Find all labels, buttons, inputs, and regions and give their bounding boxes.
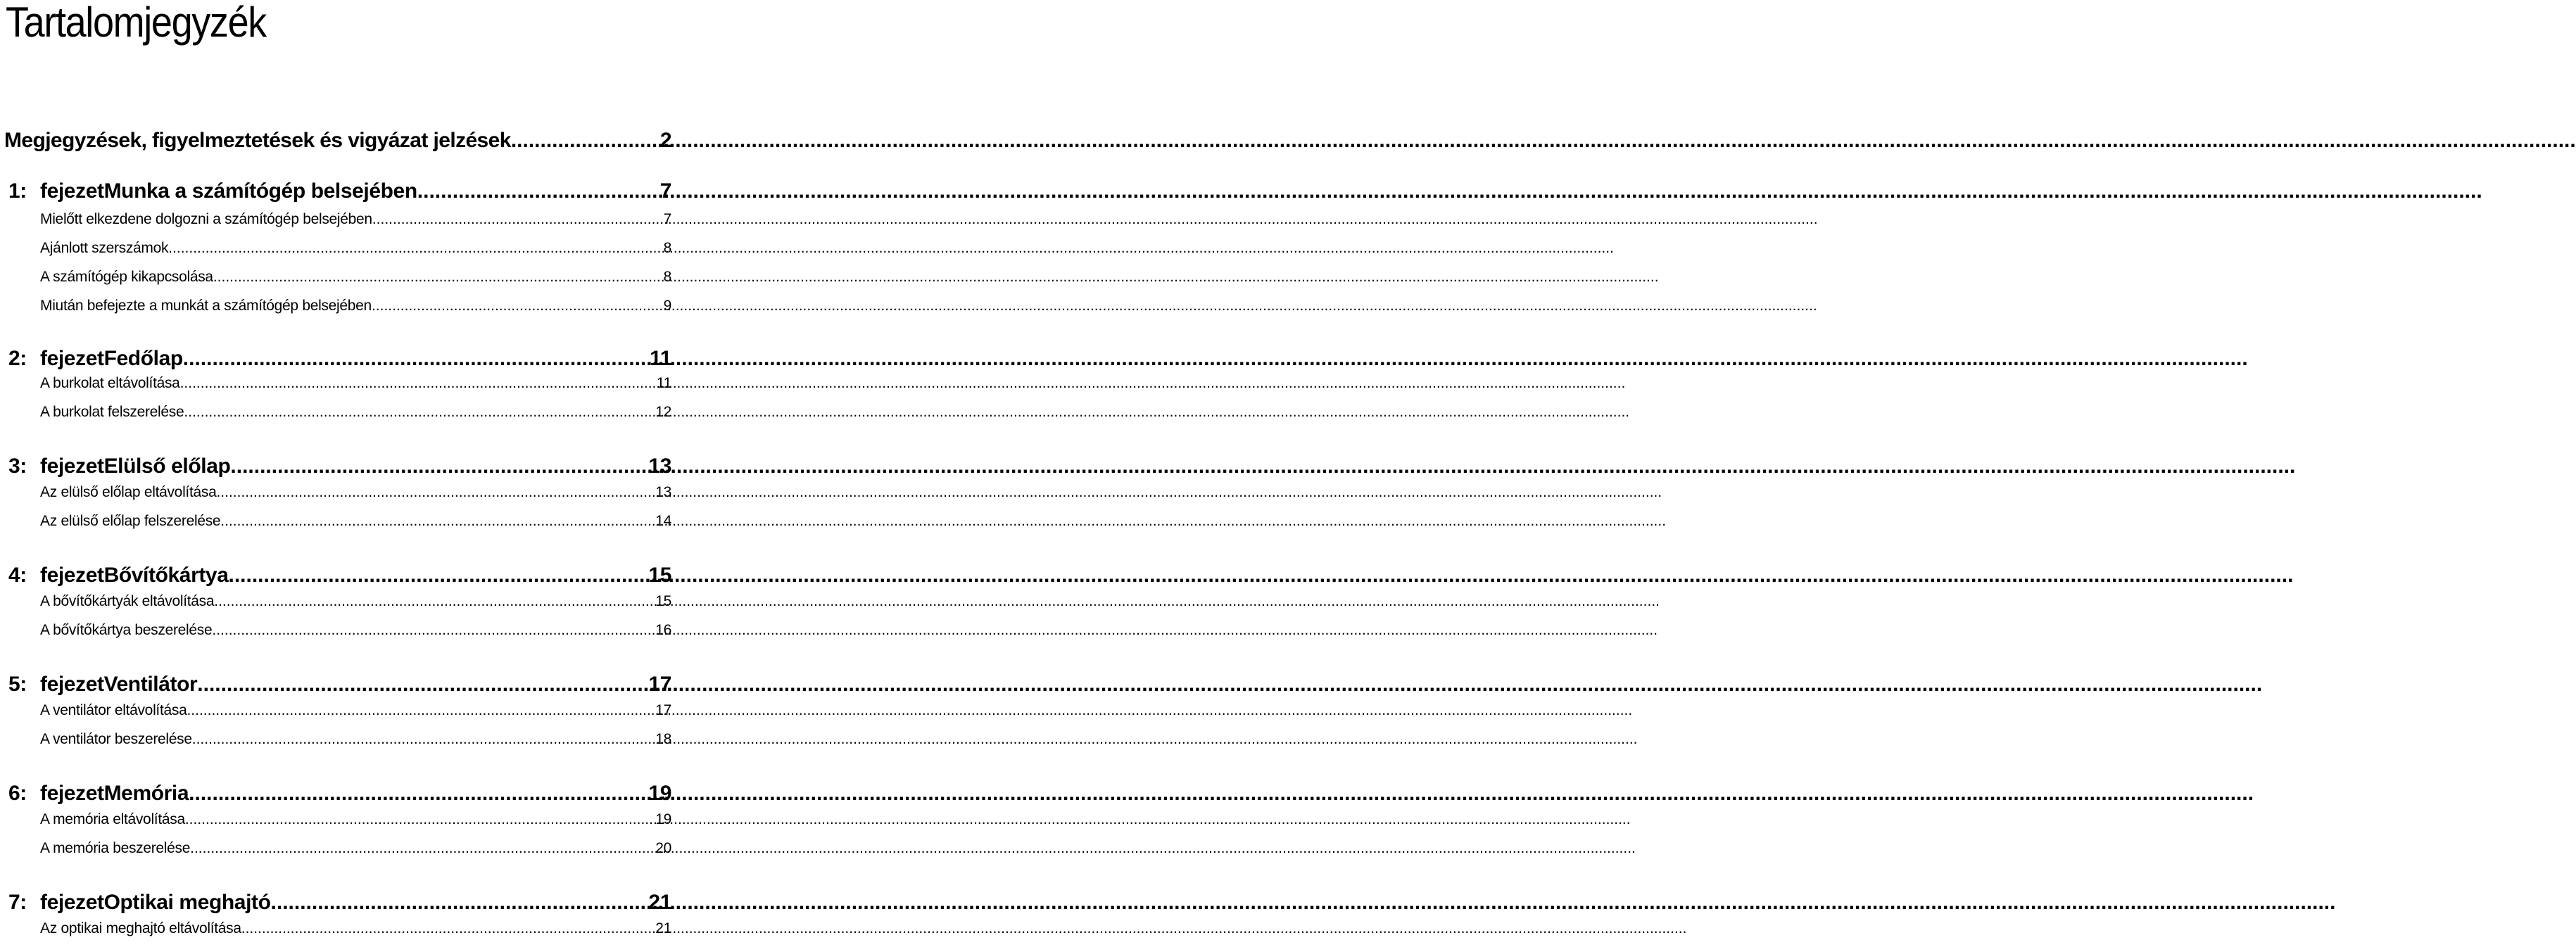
toc-subentry[interactable] <box>40 209 671 230</box>
toc-page-number: 13 <box>655 484 671 500</box>
toc-page-number: 8 <box>663 269 671 285</box>
toc-page-number: 8 <box>663 240 671 256</box>
toc-page-number: 20 <box>655 840 671 856</box>
toc-dot-leader <box>230 452 648 481</box>
toc-page-number: 2 <box>659 129 671 152</box>
toc-chapter-entry[interactable] <box>8 561 671 590</box>
toc-chapter-entry[interactable] <box>8 670 671 699</box>
toc-chapter-number: 3: <box>8 455 27 478</box>
toc-dot-leader <box>189 780 648 808</box>
toc-chapter-number: 7: <box>8 891 27 914</box>
toc-page-number: 11 <box>656 375 671 391</box>
toc-dot-leader <box>241 918 656 939</box>
toc-entry-title: fejezetBővítőkártya <box>40 564 229 587</box>
toc-entry-title: A memória eltávolítása <box>40 811 185 827</box>
toc-page-number: 21 <box>655 920 671 936</box>
toc-entry-title: fejezetMemória <box>40 782 189 805</box>
toc-subentry[interactable] <box>40 267 671 288</box>
toc-entry-title: A burkolat felszerelése <box>40 404 184 420</box>
toc-subentry[interactable] <box>40 729 671 750</box>
toc-chapter-number: 6: <box>8 782 27 805</box>
toc-chapter-number: 1: <box>8 179 27 203</box>
toc-page-number: 21 <box>648 891 671 914</box>
toc-dot-leader <box>229 561 649 590</box>
toc-subentry[interactable] <box>40 838 671 859</box>
toc-subentry[interactable] <box>40 402 671 423</box>
toc-subentry[interactable] <box>40 809 671 830</box>
toc-page-number: 14 <box>655 513 671 529</box>
toc-entry-title: Ajánlott szerszámok <box>40 240 169 256</box>
toc-entry-title: Az elülső előlap eltávolítása <box>40 484 217 500</box>
toc-page-number: 12 <box>655 404 671 420</box>
toc-dot-leader <box>184 402 655 423</box>
toc-page-number: 17 <box>655 702 671 718</box>
toc-dot-leader <box>511 127 660 155</box>
toc-dot-leader <box>192 729 655 750</box>
toc-page-number: 7 <box>659 179 671 203</box>
toc-entry-title: Miután befejezte a munkát a számítógép belsejében <box>40 298 372 314</box>
toc-subentry[interactable] <box>40 700 671 721</box>
toc-page-number: 7 <box>663 211 671 227</box>
toc-subentry[interactable] <box>40 918 671 939</box>
toc-dot-leader <box>185 809 655 830</box>
toc-dot-leader <box>417 177 660 205</box>
toc-page-number: 15 <box>648 564 671 587</box>
toc-dot-leader <box>220 511 655 532</box>
toc-subentry[interactable] <box>40 238 671 259</box>
toc-dot-leader <box>183 345 650 373</box>
toc-entry-title: Az optikai meghajtó eltávolítása <box>40 920 241 936</box>
toc-subentry[interactable] <box>40 591 671 612</box>
toc-dot-leader <box>372 295 664 317</box>
toc-page-number: 17 <box>648 673 671 696</box>
toc-page-number: 16 <box>655 622 671 638</box>
toc-entry-title: Mielőtt elkezdene dolgozni a számítógép belsejében <box>40 211 372 227</box>
toc-chapter-entry[interactable] <box>8 345 671 373</box>
toc-chapter-entry[interactable] <box>8 780 671 808</box>
toc-entry-title: A ventilátor eltávolítása <box>40 702 187 718</box>
toc-entry-title: A bővítőkártya beszerelése <box>40 622 213 638</box>
toc-chapter-entry[interactable] <box>8 452 671 481</box>
toc-subentry[interactable] <box>40 482 671 503</box>
toc-dot-leader <box>212 620 655 641</box>
toc-chapter-number: 5: <box>8 673 27 696</box>
page-title: Tartalomjegyzék <box>6 0 266 46</box>
toc-entry-title: A számítógép kikapcsolása <box>40 269 213 285</box>
toc-subentry[interactable] <box>40 373 671 394</box>
toc-dot-leader <box>180 373 657 394</box>
toc-page-number: 19 <box>655 811 671 827</box>
toc-section-entry[interactable] <box>4 127 671 155</box>
toc-entry-title: fejezetMunka a számítógép belsejében <box>40 179 417 203</box>
toc-entry-title: Az elülső előlap felszerelése <box>40 513 221 529</box>
toc-entry-title: fejezetElülső előlap <box>40 455 231 478</box>
toc-chapter-entry[interactable] <box>8 889 671 917</box>
toc-entry-title: fejezetFedőlap <box>40 347 183 370</box>
toc-chapter-number: 4: <box>8 564 27 587</box>
toc-page-number: 11 <box>650 347 671 370</box>
toc-subentry[interactable] <box>40 511 671 532</box>
toc-page-number: 13 <box>648 455 671 478</box>
toc-page-number: 18 <box>655 731 671 747</box>
toc-dot-leader <box>197 670 648 699</box>
toc-entry-title: A ventilátor beszerelése <box>40 731 192 747</box>
toc-subentry[interactable] <box>40 295 671 317</box>
toc-dot-leader <box>190 838 655 859</box>
toc-page-number: 19 <box>648 782 671 805</box>
toc-dot-leader <box>216 482 655 503</box>
toc-dot-leader <box>372 209 664 230</box>
toc-dot-leader <box>187 700 655 721</box>
toc-entry-title: fejezetVentilátor <box>40 673 198 696</box>
toc-page-number: 15 <box>655 593 671 609</box>
toc-dot-leader <box>213 267 664 288</box>
toc-entry-title: Megjegyzések, figyelmeztetések és vigyázat jelzések <box>4 129 511 152</box>
toc-entry-title: A burkolat eltávolítása <box>40 375 180 391</box>
toc-entry-title: fejezetOptikai meghajtó <box>40 891 271 914</box>
toc-chapter-number: 2: <box>8 347 27 370</box>
toc-entry-title: A memória beszerelése <box>40 840 191 856</box>
toc-chapter-entry[interactable] <box>8 177 671 205</box>
toc-subentry[interactable] <box>40 620 671 641</box>
toc-page-number: 9 <box>663 298 671 314</box>
toc-dot-leader <box>214 591 655 612</box>
toc-dot-leader <box>168 238 663 259</box>
toc-dot-leader <box>271 889 649 917</box>
toc-entry-title: A bővítőkártyák eltávolítása <box>40 593 215 609</box>
